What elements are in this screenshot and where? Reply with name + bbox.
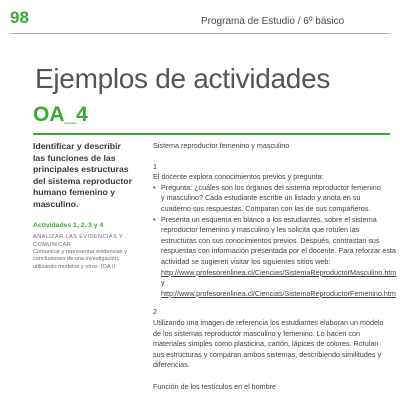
skill-text: Comunicar y representar evidencias y conclusiones de una investigación, utilizando modelos y otros. (OA i) <box>33 248 127 270</box>
closing-subtitle: Función de los testículos en el hombre <box>153 381 277 391</box>
sidebar <box>33 141 133 271</box>
activity-1-bullet-1 <box>153 183 385 215</box>
objective-divider <box>33 133 390 135</box>
bullet-text <box>161 215 396 300</box>
activity-1-bullet-2 <box>153 214 397 300</box>
bullet-text: Pregunta: ¿cuáles son los órganos del sistema reproductor femenino y masculino? Cada estudiante escribe un listado y anota en su cuaderno sus respuestas. Comparan con las de sus compañeros. <box>161 182 381 213</box>
objective-code: OA_4 <box>33 103 88 126</box>
link-masculino[interactable]: http://www.profesorenlinea.cl/Ciencias/SistemaReproductorMasculino.htm <box>161 267 397 277</box>
page-number: 98 <box>10 8 29 27</box>
skill-title: ANALIZAR LAS EVIDENCIAS Y COMUNICAR <box>33 233 124 248</box>
activity-1-number: 1 <box>153 161 157 171</box>
activity-2-number: 2 <box>153 307 157 317</box>
activity-1-intro: El docente explora conocimientos previos y pregunta: <box>153 172 324 182</box>
activity-2-text: Utilizando una imagen de referencia los estudiantes elaboran un modelo de los sistemas reproductor masculino y femenino. Lo hacen con materiales simples como plasticina, cartón, lápices de colores. Rotulan sus estructuras y comparan ambos sistemas, describiendo similitudes y diferencias. <box>153 317 384 370</box>
section-title: Ejemplos de actividades <box>35 63 331 94</box>
bullet-mark: • <box>153 214 156 224</box>
bullet-2-text: Presenta un esquema en blanco a los estudiantes, sobre el sistema reproductor femenino y masculino y les solicita que rotulen las estructuras con sus conocimientos previos. Después, contrastan sus respuestas con información presentada por el docente. Para reforzar esta actividad se sugieren visitar los siguientes sitios web: <box>161 214 396 266</box>
header-rule <box>10 33 390 34</box>
main-column <box>153 141 397 392</box>
activity-subtitle: Sistema reproductor femenino y masculino <box>153 141 290 150</box>
bullet-mark: • <box>153 182 156 192</box>
link-joiner: y <box>161 278 165 288</box>
link-femenino[interactable]: http://www.profesorenlinea.cl/Ciencias/SistemaReproductorFemenino.htm <box>161 288 396 298</box>
objective-text: Identificar y describir las funciones de las principales estructuras del sistema reproductor humano femenino y masculino. <box>33 141 132 209</box>
running-header: Programa de Estudio / 6º básico <box>201 16 345 27</box>
activities-reference: Actividades 1, 2, 3 y 4 <box>33 221 104 229</box>
